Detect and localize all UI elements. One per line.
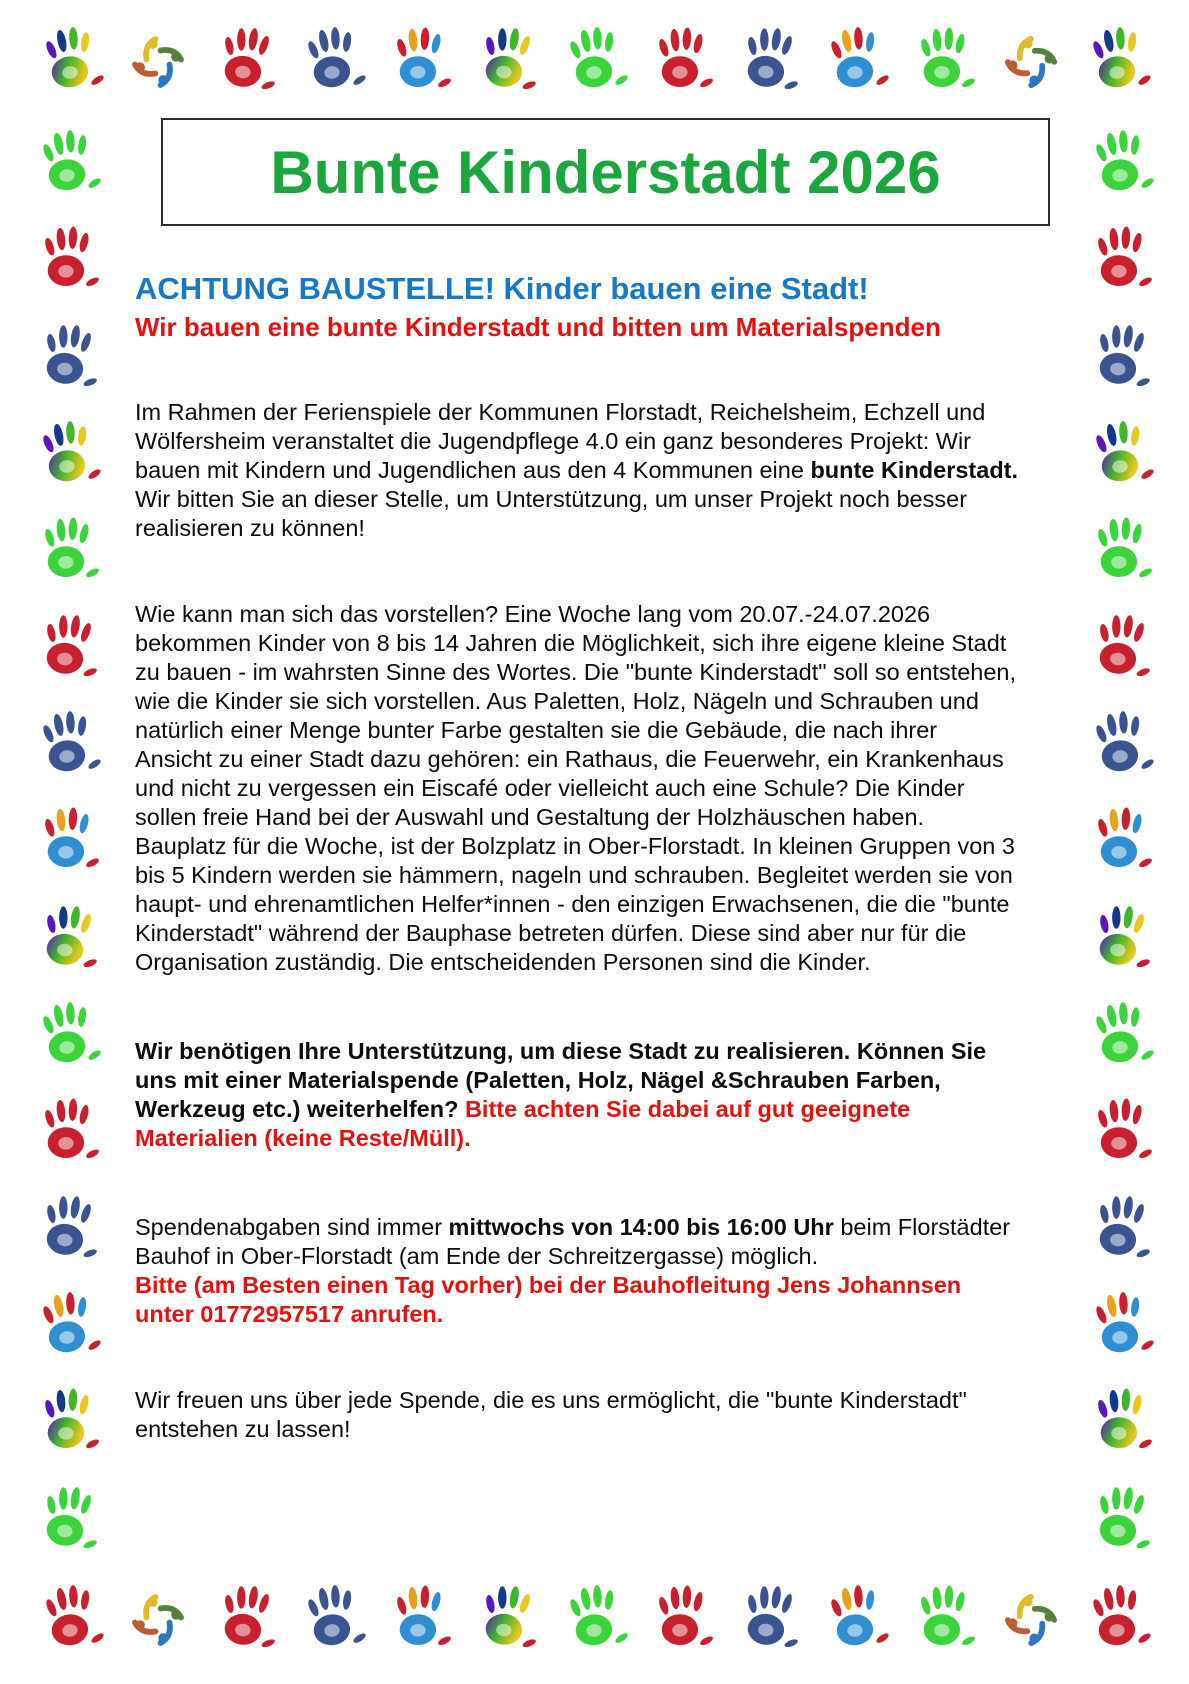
community-logo-icon bbox=[122, 1581, 194, 1659]
description-paragraph: Wie kann man sich das vorstellen? Eine Woche lang vom 20.07.-24.07.2026 bekommen Kinder von 8 bis 14 Jahren die Möglichkeit, sich ihre eigene kleine Stadt zu bauen - im wahrsten Sinne des Wortes. Die "bunte Kinderstadt" soll so entstehen, wie die Kinder sie sich vorstellen. Aus Paletten, Holz, Nägeln und Schrauben und natürlich einer Menge bunter Farbe gestalten sie die Gebäude, die nach ihrer Ansicht zu einer Stadt dazu gehören: ein Rathaus, die Feuerwehr, ein Krankenhaus und nicht zu vergessen ein Eiscafé oder vielleicht auch eine Schule? Die Kinder sollen freie Hand bei der Auswahl und Gestaltung der Holzhäuschen haben. Bauplatz für die Woche, ist der Bolzplatz in Ober-Florstadt. In kleinen Gruppen von 3 bis 5 Kindern werden sie hämmern, nageln und schrauben. Begleitet werden sie von haupt- und ehrenamtlichen Helfer*innen - den einzigen Erwachsenen, die die "bunte Kinderstadt" während der Bauphase betreten dürfen. Diese sind aber nur für die Organisation zuständig. Die entscheidenden Personen sind die Kinder. bbox=[135, 600, 1017, 975]
dropoff-bold-hours: mittwochs von 14:00 bis 16:00 Uhr bbox=[448, 1213, 834, 1240]
support-bold-red: Bitte achten Sie dabei auf gut geeignete Materialien (keine Reste/Müll). bbox=[135, 1095, 911, 1151]
community-logo-icon bbox=[122, 23, 194, 101]
lightblue-handprint-icon bbox=[32, 804, 104, 882]
dropoff-call-note: Bitte (am Besten einen Tag vorher) bei der Bauhofleitung Jens Johannsen unter 01772957517 anrufen. bbox=[135, 1271, 962, 1327]
green-handprint-icon bbox=[1081, 1478, 1161, 1563]
rainbow-handprint-icon bbox=[28, 897, 108, 982]
lightblue-handprint-icon bbox=[384, 23, 456, 101]
blue-handprint-icon bbox=[1081, 316, 1161, 401]
lightblue-handprint-icon bbox=[816, 1577, 896, 1662]
green-handprint-icon bbox=[28, 994, 108, 1079]
green-handprint-icon bbox=[32, 513, 104, 591]
intro-paragraph bbox=[135, 398, 1019, 543]
intro-text-2: Wir bitten Sie an dieser Stelle, um Unterstützung, um unser Projekt noch besser realisieren zu können! bbox=[135, 485, 968, 541]
green-handprint-icon bbox=[555, 19, 635, 104]
rainbow-handprint-icon bbox=[467, 19, 547, 104]
rainbow-handprint-icon bbox=[1085, 1385, 1157, 1463]
red-handprint-icon bbox=[646, 23, 718, 101]
dropoff-text-1: Spendenabgaben sind immer bbox=[135, 1213, 449, 1240]
lightblue-handprint-icon bbox=[816, 19, 896, 104]
rainbow-handprint-icon bbox=[32, 1385, 104, 1463]
red-handprint-icon bbox=[1078, 1577, 1158, 1662]
lightblue-handprint-icon bbox=[28, 1285, 108, 1370]
red-handprint-icon bbox=[32, 223, 104, 301]
red-handprint-icon bbox=[206, 19, 286, 104]
rainbow-handprint-icon bbox=[1081, 897, 1161, 982]
lightblue-handprint-icon bbox=[1081, 1285, 1161, 1370]
red-handprint-icon bbox=[31, 1577, 111, 1662]
flyer-title: Bunte Kinderstadt 2026 bbox=[270, 138, 941, 206]
red-handprint-icon bbox=[1085, 223, 1157, 301]
red-handprint-icon bbox=[32, 1094, 104, 1172]
green-handprint-icon bbox=[908, 1581, 980, 1659]
red-handprint-icon bbox=[206, 1577, 286, 1662]
blue-handprint-icon bbox=[1081, 1188, 1161, 1273]
handprint-border-left bbox=[26, 126, 110, 1560]
community-logo-icon bbox=[991, 19, 1071, 104]
blue-handprint-icon bbox=[28, 316, 108, 401]
blue-handprint-icon bbox=[293, 1577, 373, 1662]
intro-bold: bunte Kinderstadt. bbox=[810, 456, 1019, 483]
green-handprint-icon bbox=[1081, 994, 1161, 1079]
attention-heading: ACHTUNG BAUSTELLE! Kinder bauen eine Stadt! bbox=[135, 271, 869, 306]
green-handprint-icon bbox=[555, 1577, 635, 1662]
green-handprint-icon bbox=[908, 23, 980, 101]
red-handprint-icon bbox=[646, 1581, 718, 1659]
lightblue-handprint-icon bbox=[1085, 804, 1157, 882]
lightblue-handprint-icon bbox=[384, 1581, 456, 1659]
green-handprint-icon bbox=[1081, 122, 1161, 207]
green-handprint-icon bbox=[28, 122, 108, 207]
red-handprint-icon bbox=[1081, 607, 1161, 692]
green-handprint-icon bbox=[1085, 513, 1157, 591]
blue-handprint-icon bbox=[28, 1188, 108, 1273]
support-request-paragraph bbox=[135, 1037, 1019, 1153]
rainbow-handprint-icon bbox=[28, 413, 108, 498]
handprint-border-top bbox=[35, 16, 1154, 108]
blue-handprint-icon bbox=[1081, 704, 1161, 789]
title-box bbox=[161, 118, 1050, 226]
rainbow-handprint-icon bbox=[1078, 19, 1158, 104]
blue-handprint-icon bbox=[729, 19, 809, 104]
red-handprint-icon bbox=[1085, 1094, 1157, 1172]
dropoff-paragraph bbox=[135, 1213, 1019, 1329]
community-logo-icon bbox=[991, 1577, 1071, 1662]
flyer-content bbox=[135, 118, 1050, 1444]
blue-handprint-icon bbox=[293, 19, 373, 104]
handprint-border-right bbox=[1079, 126, 1163, 1560]
intro-text-1: Im Rahmen der Ferienspiele der Kommunen Florstadt, Reichelsheim, Echzell und Wölfersheim veranstaltet die Jugendpflege 4.0 ein ganz besonderes Projekt: Wir bauen mit Kindern und Jugendlichen aus den 4 Kommunen eine bbox=[135, 398, 986, 483]
support-bold-black: Wir benötigen Ihre Unterstützung, um diese Stadt zu realisieren. Können Sie uns mit einer Materialspende (Paletten, Holz, Nägel &Schrauben Farben, Werkzeug etc.) weiterhelfen? bbox=[135, 1037, 987, 1122]
green-handprint-icon bbox=[28, 1478, 108, 1563]
closing-paragraph: Wir freuen uns über jede Spende, die es uns ermöglicht, die "bunte Kinderstadt" entstehen zu lassen! bbox=[135, 1386, 967, 1442]
rainbow-handprint-icon bbox=[31, 19, 111, 104]
blue-handprint-icon bbox=[729, 1577, 809, 1662]
blue-handprint-icon bbox=[28, 704, 108, 789]
handprint-border-bottom bbox=[35, 1574, 1154, 1666]
dropoff-text-2: beim Florstädter Bauhof in Ober-Florstadt (am Ende der Schreitzergasse) möglich. bbox=[135, 1213, 1011, 1269]
red-handprint-icon bbox=[28, 607, 108, 692]
rainbow-handprint-icon bbox=[1081, 413, 1161, 498]
material-donation-heading: Wir bauen eine bunte Kinderstadt und bitten um Materialspenden bbox=[135, 312, 941, 343]
rainbow-handprint-icon bbox=[467, 1577, 547, 1662]
